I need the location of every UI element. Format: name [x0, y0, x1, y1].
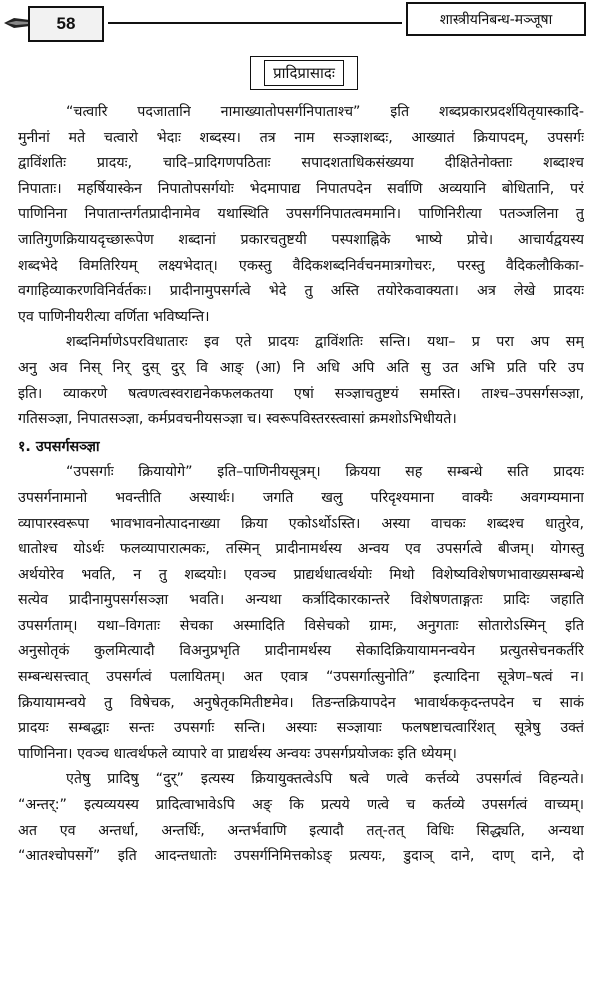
text-line: सम्बन्धसत्त्वात् उपसर्गत्वं पलायितम्। अत एवात्र “उपसर्गात्सुनोति” इत्यादिना सूत्रेण–षत्वं न।: [18, 669, 584, 686]
text-line: जातिगुणक्रियायदृच्छारूपेण शब्दानां प्रकारचतुष्टयी पस्पशाह्निके भाष्ये प्रोचे। आचार्यद्वयस्य: [18, 231, 584, 248]
text-line: “उपसर्गाः क्रियायोगे” इति–पाणिनीयसूत्रम्। क्रियया सह सम्बन्धे सति प्रादयः: [66, 464, 584, 481]
text-line: “आतश्चोपसर्गे” इति आदन्तधातोः उपसर्गनिमित्तकोऽङ् प्रत्ययः, डुदाञ् दाने, दाण् दाने, दो: [18, 848, 584, 865]
page-body: [18, 100, 584, 870]
section-title: प्रादिप्रासादः: [264, 60, 344, 86]
text-line: वगाहिव्याकरणविनिर्वर्तकः। प्रादीनामुपसर्गत्वे भेदे तु अस्ति तयोरेकवाक्यता। अत्र लेखे प्रादयः: [18, 283, 584, 300]
text-line: मुनीनां मते चत्वारो भेदाः शब्दस्य। तत्र नाम सञ्ज्ञाशब्दः, आख्यातं क्रियापदम्, उपसर्गः: [18, 129, 584, 146]
text-line: शब्दभेदे विमतिरियम् लक्ष्यभेदात्। एकस्तु वैदिकशब्दनिर्वचनमात्रगोचरः, परस्तु वैदिकलौकिका-: [18, 257, 584, 274]
text-line: द्वाविंशतिः प्रादयः, चादि–प्रादिगणपठिताः सपादशताधिकसंख्यया दीक्षितेनोक्ताः शब्दाश्च: [18, 155, 584, 172]
text-line: निपाताः। महर्षियास्केन निपातोपसर्गयोः भेदमापाद्य निपातपदेन सर्वाणि अव्ययानि बोधितानि, परं: [18, 180, 584, 197]
text-line: धातोश्च योऽर्थः फलव्यापारात्मकः, तस्मिन् प्रादीनामर्थस्य अन्वय एव उपसर्गत्वे बीजम्। योगस्तु: [18, 541, 584, 558]
paragraph-1: [18, 100, 584, 330]
paragraph-3: [18, 460, 584, 767]
text-line: “अन्तर्:” इत्यव्ययस्य प्रादित्वाभावेऽपि अङ् कि प्रत्यये णत्वे च कर्तव्ये उपसर्गत्वं वाच्यम्।: [18, 797, 584, 814]
subheading: १. उपसर्गसञ्ज्ञा: [18, 438, 100, 455]
text-line: “चत्वारि पदजातानि नामाख्यातोपसर्गनिपाताश्च” इति शब्दप्रकारप्रदर्शयितृयास्कादि-: [66, 104, 584, 120]
text-line: अर्थयोरेव भवति, न तु शब्दयोः। एवञ्च प्राद्यर्थधात्वर्थयोः मिथो विशेष्यविशेषणभावाख्यसम्बन्धे: [18, 566, 584, 583]
text-line: उपसर्गताम्। यथा–विगताः सेचका अस्मादिति विसेचको ग्रामः, अनुगताः सोतारोऽस्मिन् इति: [18, 617, 584, 634]
paragraph-2: [18, 330, 584, 432]
page-header: [0, 0, 600, 48]
text-line: इति। व्याकरणे षत्वणत्वस्वराद्यनेकफलकतया एषां सञ्ज्ञाचतुष्टयं समस्ति। ताश्च–उपसर्गसञ्ज्ञा,: [18, 385, 584, 402]
text-line: पाणिनिना। एवञ्च धात्वर्थफले व्यापारे वा प्राद्यर्थस्य अन्वयः उपसर्गप्रयोजकः इति ध्येयम्।: [18, 745, 457, 762]
text-line: शब्दनिर्माणेऽपरविधातारः इव एते प्रादयः द्वाविंशतिः सन्ति। यथा– प्र परा अप सम्: [66, 334, 584, 351]
ornament-icon: [4, 14, 30, 32]
book-title: शास्त्रीयनिबन्ध-मञ्जूषा: [406, 2, 586, 36]
text-line: गतिसञ्ज्ञा, निपातसञ्ज्ञा, कर्मप्रवचनीयसञ्ज्ञा च। स्वरूपविस्तरस्त्वासां क्रमशोऽभिधीयते।: [18, 411, 457, 428]
header-rule: [108, 22, 402, 24]
text-line: क्रियायामन्वये तु विषेचक, अनुषेतृकमितीष्टमेव। तिङन्तक्रियापदेन भावार्थककृदन्तपदेन च साकं: [18, 694, 584, 711]
text-line: अनुसोतृकं कुलमित्यादौ विअनुप्रभृति प्रादीनामर्थस्य सेकादिक्रियायामनन्वयेन प्रत्युतसेचनकर्तरि: [18, 643, 584, 660]
text-line: पाणिनिना निपातान्तर्गतप्रादीनामेव यथास्थिति उपसर्गनिपातत्वममानि। पाणिनिरीत्या पतञ्जलिना तु: [18, 206, 584, 223]
paragraph-4: [18, 767, 584, 869]
text-line: एव पाणिनीयरीत्या वर्णिता भविष्यन्ति।: [18, 308, 210, 325]
text-line: अत एव अन्तर्धा, अन्तर्धिः, अन्तर्भवाणि इत्यादौ तत्-तत् विधिः सिद्ध्यति, अन्यथा: [18, 822, 584, 839]
text-line: प्रादयः सम्बद्धाः सन्तः उपसर्गाः सन्ति। अस्याः सञ्ज्ञायाः फलषष्टाचत्वारिंशत् सूत्रेषु उक्तं: [18, 720, 584, 737]
section-title-box: [250, 56, 358, 90]
text-line: एतेषु प्रादिषु “दुर्” इत्यस्य क्रियायुक्तत्वेऽपि षत्वे णत्वे कर्त्तव्ये उपसर्गत्वं विहन्यते।: [66, 771, 584, 788]
text-line: अनु अव निस् निर् दुस् दुर् वि आङ् (आ) नि अधि अपि अति सु उत अभि प्रति परि उप: [18, 359, 584, 376]
text-line: व्यापारस्वरूपा भावभावनोत्पादनाख्या क्रिया एकोऽर्थोऽस्ति। अस्या वाचकः शब्दश्च धातुरेव,: [18, 515, 584, 532]
text-line: सत्येव प्रादीनामुपसर्गसञ्ज्ञा भवति। अन्यथा कर्त्रादिकारकान्तरे विशेषणताङ्गतः प्रादिः जहाति: [18, 592, 584, 609]
text-line: उपसर्गनामानो भवन्तीति अस्यार्थः। जगति खलु परिदृश्यमाना वाक्यैः अवगम्यमाना: [18, 489, 584, 506]
page-number: 58: [28, 6, 104, 42]
